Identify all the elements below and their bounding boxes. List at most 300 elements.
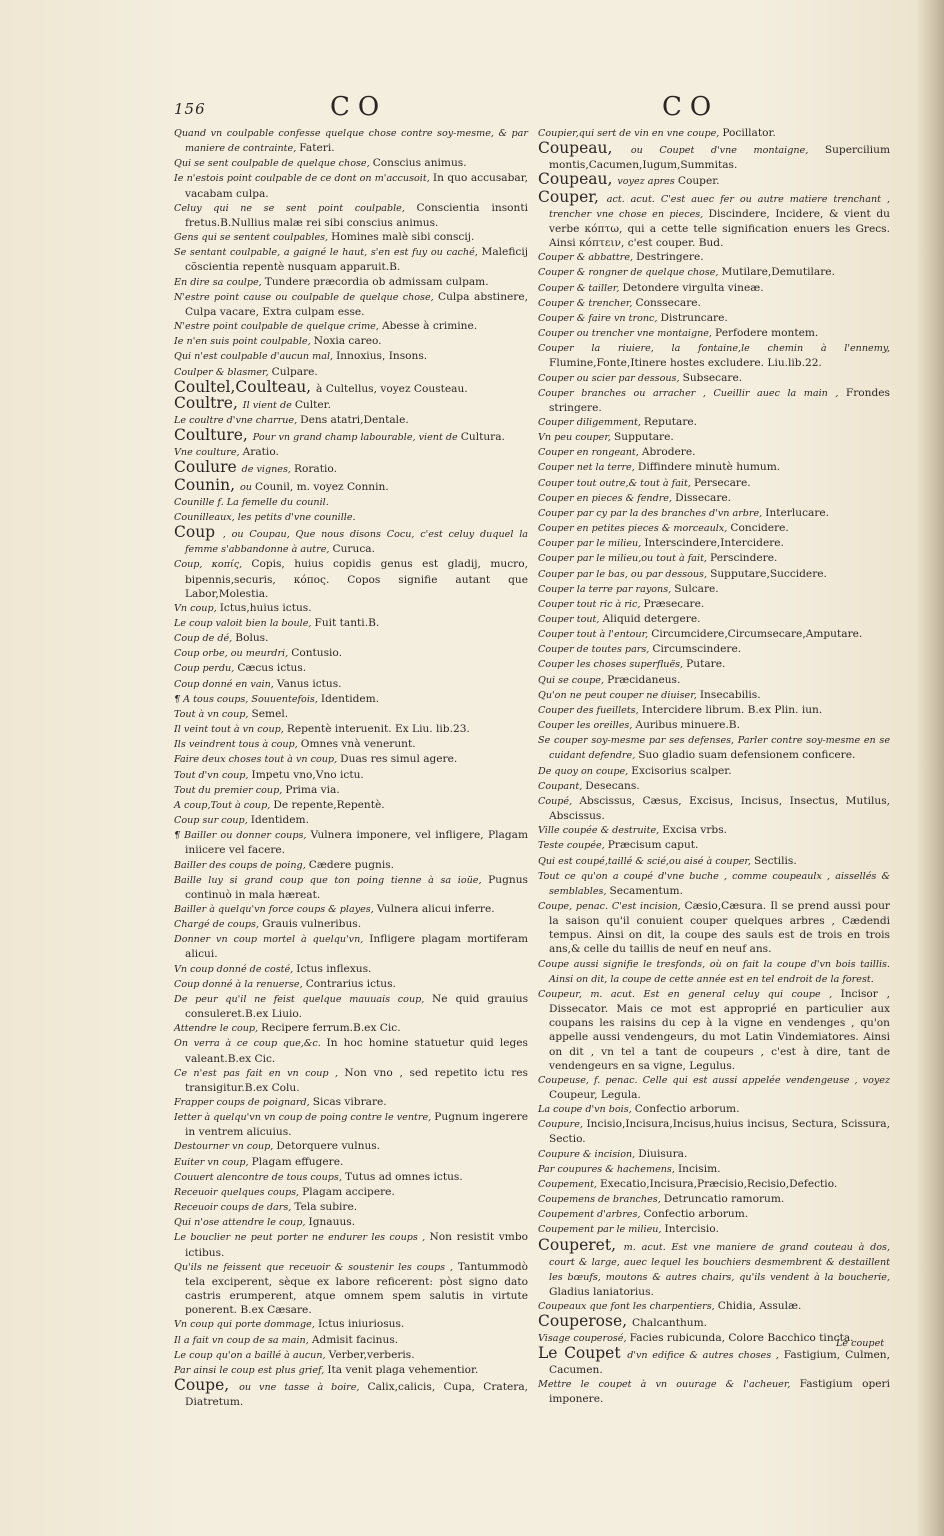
entry-latin: Destringere. (636, 251, 704, 264)
dictionary-entry (174, 349, 528, 364)
entry-latin: Recipere ferrum.B.ex Cic. (261, 1022, 401, 1035)
entry-french: Par ainsi le coup est plus grief, (174, 1364, 328, 1376)
dictionary-entry (538, 1235, 890, 1300)
entry-french: Receuoir coups de dars, (174, 1202, 295, 1214)
entry-french: voyez apres (617, 176, 678, 188)
entry-french: Couper les oreilles, (538, 720, 636, 732)
dictionary-entry (174, 932, 528, 961)
entry-latin: Pugnus continuò in mala hæreat. (185, 873, 528, 901)
entry-french: Le coup qu'on a baillé à aucun, (174, 1349, 329, 1361)
dictionary-entry (538, 718, 890, 733)
entry-french: N'estre point coulpable de quelque crime, (174, 321, 382, 333)
entry-french: Couper ou scier par dessous, (538, 372, 683, 384)
entry-french: Coupe aussi signifie le tresfonds, où on fait la coupe d'vn bois taillis. Ainsi on dit, la coupe de cette année est en tel endroit de la forest. (538, 958, 890, 985)
page-number: 156 (174, 100, 206, 118)
dictionary-entry (174, 475, 528, 495)
dictionary-entry (174, 992, 528, 1021)
dictionary-entry (174, 171, 528, 200)
entry-french: Coupement, (538, 1178, 601, 1190)
dictionary-entry (174, 1110, 528, 1139)
entry-headword: Coupeau, (538, 170, 618, 189)
dictionary-entry (538, 823, 890, 838)
entry-french: Couper tout à l'entour, (538, 629, 652, 641)
entry-french: Couper par le bas, ou par dessous, (538, 568, 711, 580)
entry-french: Coupeaux que font les charpentiers, (538, 1301, 718, 1313)
dictionary-entry (538, 187, 890, 251)
entry-latin: Incisim. (677, 1162, 721, 1175)
dictionary-entry (538, 430, 890, 445)
dictionary-entry (538, 476, 890, 491)
dictionary-entry (538, 582, 890, 597)
entry-latin: Vanus ictus. (276, 677, 342, 690)
entry-latin: In hoc homine statuetur quid leges valeant.B.ex Cic. (185, 1037, 528, 1065)
dictionary-entry (538, 1147, 890, 1162)
entry-french: De quoy on coupe, (538, 765, 632, 777)
entry-latin: Ictus iniuriosus. (317, 1318, 405, 1331)
entry-french: Coup donné à la renuerse, (174, 978, 306, 990)
entry-french: Qui n'ose attendre le coup, (174, 1217, 309, 1229)
dictionary-entry (174, 1139, 528, 1154)
entry-french: Coup donné en vain, (174, 678, 277, 690)
entry-french: Tout d'vn coup, (174, 769, 252, 781)
entry-french: Coupeur, m. acut. Est en general celuy qui coupe , (538, 988, 841, 1000)
dictionary-entry (538, 326, 890, 341)
entry-latin: Verber,verberis. (328, 1348, 415, 1361)
dictionary-entry (538, 1192, 890, 1207)
dictionary-entry (174, 1200, 528, 1215)
entry-latin: Frondes stringere. (549, 386, 890, 414)
entry-french: On verra à ce coup que,&c. (174, 1038, 327, 1050)
entry-french: Vn coup, (174, 602, 220, 614)
entry-latin: Supputare. (613, 431, 674, 444)
entry-latin: Pocillator. (722, 127, 776, 139)
entry-french: Vn coup donné de costé, (174, 963, 297, 975)
dictionary-entry (174, 1317, 528, 1332)
entry-french: Il veint tout à vn coup, (174, 724, 287, 736)
dictionary-entry (538, 567, 890, 582)
dictionary-entry (174, 646, 528, 661)
entry-french: Couper & tailler, (538, 282, 623, 294)
entry-latin: Cædere pugnis. (308, 858, 395, 871)
entry-latin: Identidem. (320, 692, 380, 705)
dictionary-entry (174, 245, 528, 274)
entry-headword: Coulure (174, 458, 242, 477)
entry-french: Coupeuse, f. penac. Celle qui est aussi appelée vendengeuse , voyez (538, 1074, 890, 1086)
entry-latin: Contrarius ictus. (305, 977, 396, 990)
entry-latin: Noxia careo. (313, 335, 382, 348)
entry-french: d'vn edifice & autres choses , (627, 1349, 784, 1361)
dictionary-entry (174, 525, 528, 557)
dictionary-entry (174, 1230, 528, 1259)
dictionary-entry (538, 1117, 890, 1146)
dictionary-entry (538, 1177, 890, 1192)
dictionary-entry (538, 521, 890, 536)
dictionary-entry (174, 722, 528, 737)
dictionary-entry (174, 677, 528, 692)
entry-french: Destourner vn coup, (174, 1141, 277, 1153)
entry-latin: Ne quid grauius consuleret.B.ex Liuio. (185, 992, 529, 1021)
entry-french: Il a fait vn coup de sa main, (174, 1334, 312, 1346)
dictionary-entry (538, 1162, 890, 1177)
entry-latin: Præsecare. (643, 597, 705, 610)
entry-french: de vignes, (241, 464, 295, 476)
entry-french: Coupement d'arbres, (538, 1209, 644, 1221)
entry-french: Vne coulture, (174, 447, 243, 459)
entry-latin: Flumine,Fonte,Itinere hostes excludere. Liu.lib.22. (549, 357, 822, 370)
entry-french: De peur qu'il ne feist quelque mauuais coup, (174, 993, 433, 1005)
entry-headword: Coup (174, 523, 223, 542)
dictionary-entry (174, 1260, 528, 1318)
entry-latin: Interscindere,Intercidere. (644, 537, 784, 550)
entry-french: Se couper soy-mesme par ses defenses, Parler contre soy-mesme en se cuidant defendre, (538, 735, 890, 762)
entry-french: Qu'ils ne feissent que receuoir & soustenir les coups , (174, 1261, 458, 1273)
dictionary-entry (174, 707, 528, 722)
dictionary-entry (174, 1348, 528, 1363)
entry-french: Counille f. La femelle du counil. (174, 496, 329, 508)
entry-french: La coupe d'vn bois, (538, 1104, 635, 1116)
entry-latin: Desecans. (585, 779, 640, 792)
entry-latin: Incisor , Dissecator. Mais ce mot est approprié en particulier aux coupans les raisins du cep à la vigne en vendenges , qu'on appelle aussi vendengeurs, du mot Latin Vindemiatores. Ainsi on dit , vn tel a tant de coupeurs , c'est à dire, tant de vendengeurs en sa vigne, Legulus. (549, 987, 890, 1072)
dictionary-entry (538, 445, 890, 460)
entry-french: Celuy qui ne se sent point coulpable, (174, 202, 417, 214)
entry-latin: Auribus minuere.B. (635, 719, 740, 732)
entry-french: Faire deux choses tout à vn coup, (174, 754, 341, 766)
entry-french: Coulper & blasmer, (174, 366, 272, 378)
entry-french: Coupure, (538, 1119, 587, 1131)
entry-french: Couper & trencher, (538, 297, 636, 309)
dictionary-entry (538, 1207, 890, 1222)
entry-french: Vn coup qui porte dommage, (174, 1319, 318, 1331)
dictionary-entry (174, 601, 528, 616)
running-header (0, 92, 944, 126)
entry-french: Il vient de (242, 399, 295, 411)
entry-headword: Coupe, (174, 1375, 240, 1394)
entry-french: Coup, κοπίς, (174, 559, 252, 571)
entry-latin: Curuca. (332, 543, 375, 556)
entry-latin: Cultura. (460, 431, 505, 444)
entry-latin: Duas res simul agere. (340, 753, 458, 766)
entry-latin: Coupeur, Legula. (549, 1089, 641, 1101)
dictionary-entry (174, 156, 528, 171)
entry-headword: Coultel,Coulteau, (174, 377, 317, 396)
entry-latin: Sectilis. (754, 854, 797, 867)
entry-latin: Conssecare. (635, 296, 701, 309)
entry-latin: Tutus ad omnes ictus. (344, 1170, 463, 1183)
entry-french: Le coup valoit bien la boule, (174, 618, 315, 629)
entry-latin: Non resistit vmbo ictibus. (185, 1231, 528, 1259)
dictionary-entry (538, 386, 890, 415)
entry-latin: Supputare,Succidere. (710, 567, 827, 580)
entry-french: Frapper coups de poignard, (174, 1097, 313, 1108)
entry-french: Baille luy si grand coup que ton poing tienne à sa ioüe, (174, 874, 489, 886)
dictionary-entry (174, 631, 528, 646)
entry-french: Ce n'est pas fait en vn coup , (174, 1067, 345, 1079)
dictionary-entry (538, 1343, 890, 1377)
dictionary-entry (538, 779, 890, 794)
dictionary-entry (174, 661, 528, 676)
entry-latin: Detondere virgulta vineæ. (622, 281, 764, 294)
entry-latin: Conscius animus. (372, 157, 467, 170)
entry-french: , ou Coupau, Que nous disons Cocu, c'est celuy duquel la femme s'abbandonne à autre, (185, 529, 528, 556)
dictionary-entry (174, 275, 528, 290)
entry-headword: Coupeau, (538, 139, 631, 158)
entry-french: Chargé de coups, (174, 919, 263, 931)
dictionary-entry (538, 642, 890, 657)
dictionary-entry (174, 737, 528, 752)
entry-french: Ie n'estois point coulpable de ce dont on m'accusoit, (174, 173, 433, 185)
entry-french: Ietter à quelqu'vn vn coup de poing contre le ventre, (174, 1112, 435, 1124)
dictionary-entry (174, 917, 528, 932)
dictionary-entry (538, 612, 890, 627)
entry-latin: Confectio arborum. (634, 1103, 740, 1116)
entry-latin: Intercisio. (664, 1223, 719, 1236)
entry-french: act. acut. C'est auec fer ou autre matiere trenchant , trencher vne chose en pieces, (549, 193, 890, 220)
dictionary-entry (538, 371, 890, 386)
entry-headword: Coultre, (174, 393, 243, 412)
entry-latin: Maleficij cõscientia repentè nusquam apparuit.B. (185, 246, 528, 274)
dictionary-entry (174, 752, 528, 767)
entry-french: ou (239, 481, 255, 493)
entry-french: En dire sa coulpe, (174, 276, 265, 288)
dictionary-entry (538, 869, 890, 899)
dictionary-entry (174, 1066, 528, 1095)
dictionary-entry (538, 341, 890, 370)
dictionary-entry (538, 627, 890, 642)
entry-latin: Confectio arborum. (643, 1208, 749, 1221)
entry-headword: Le Coupet (538, 1343, 628, 1362)
dictionary-entry (538, 1073, 890, 1102)
entry-latin: Cæsio,Cæsura. Il se prend aussi pour la saison qu'il conuient couper quelques arbres , Cædendi tempus. Ainsi on dit, la coupe des sauls est de trois en trois ans,& celle du taillis de neuf en neuf ans. (549, 899, 890, 956)
dictionary-entry (174, 495, 528, 510)
entry-french: Receuoir quelques coups, (174, 1186, 303, 1198)
dictionary-entry (174, 1185, 528, 1200)
entry-latin: In quo accusabar, vacabam culpa. (185, 172, 528, 200)
entry-french: Couper tout, (538, 614, 603, 625)
entry-latin: Detruncatio ramorum. (663, 1193, 785, 1206)
dictionary-entry (174, 201, 528, 230)
entry-latin: Discindere, Incidere, & vient du verbe κόπτω, qui a cette telle signification enuers les Grecs. Ainsi κόπτειν, c'est couper. Bud. (549, 207, 890, 250)
entry-headword: Couperose, (538, 1312, 632, 1331)
right-running-head: CO (662, 92, 720, 122)
entry-latin: Chidia, Assulæ. (717, 1300, 802, 1313)
entry-french: Coupier,qui sert de vin en vne coupe, (538, 128, 723, 139)
entry-french: Vn peu couper, (538, 432, 614, 444)
right-column (538, 126, 890, 1406)
dictionary-entry (538, 250, 890, 265)
entry-latin: Ictus,huius ictus. (219, 601, 312, 614)
entry-latin: Mutilare,Demutilare. (721, 266, 835, 279)
entry-french: Coupement par le milieu, (538, 1224, 665, 1236)
entry-french: Qui se coupe, (538, 674, 608, 686)
entry-latin: Dens atatri,Dentale. (300, 413, 409, 426)
dictionary-entry (538, 703, 890, 718)
dictionary-entry (174, 319, 528, 334)
entry-french: Qui n'est coulpable d'aucun mal, (174, 351, 337, 363)
entry-latin: Fuit tanti.B. (314, 617, 380, 629)
dictionary-entry (174, 510, 528, 525)
dictionary-entry (538, 460, 890, 475)
entry-french: Counilleaux, les petits d'vne counille. (174, 511, 356, 523)
entry-latin: Vulnera imponere, vel infligere, Plagam iniicere vel facere. (185, 829, 528, 857)
entry-french: ¶ Bailler ou donner coups, (174, 830, 311, 842)
dictionary-entry (538, 536, 890, 551)
dictionary-entry (174, 902, 528, 917)
entry-french: Tout à vn coup, (174, 708, 252, 720)
entry-latin: Tela subire. (294, 1201, 358, 1214)
entry-french: Par coupures & hachemens, (538, 1163, 678, 1175)
entry-french: Quand vn coulpable confesse quelque chose contre soy-mesme, & par maniere de contrainte, (174, 128, 528, 155)
dictionary-entry (174, 290, 528, 319)
dictionary-entry (174, 1155, 528, 1170)
entry-latin: Admisit facinus. (311, 1333, 399, 1346)
entry-french: Coupé, (538, 795, 580, 807)
entry-latin: Abscissus, Cæsus, Excisus, Incisus, Insectus, Mutilus, Abscissus. (549, 794, 890, 823)
entry-french: Qui est coupé,taillé & scié,ou aisé à couper, (538, 855, 755, 867)
entry-latin: Repentè interuenit. Ex Liu. lib.23. (286, 723, 470, 736)
entry-latin: Secamentum. (609, 884, 683, 897)
dictionary-entry (538, 764, 890, 779)
entry-latin: Cæcus ictus. (237, 662, 307, 675)
dictionary-entry (174, 768, 528, 783)
entry-latin: Persecare. (693, 476, 751, 489)
entry-french: Couper la riuiere, la fontaine,le chemin à l'ennemy, (538, 343, 890, 355)
entry-latin: Culter. (294, 398, 331, 411)
entry-french: Couper branches ou arracher , Cueillir auec la main , (538, 387, 846, 399)
entry-latin: Plagam effugere. (251, 1155, 344, 1168)
entry-latin: Plagam accipere. (302, 1185, 395, 1198)
dictionary-entry (538, 733, 890, 763)
entry-latin: Detorquere vulnus. (276, 1140, 381, 1153)
dictionary-entry (174, 230, 528, 245)
entry-french: Coup sur coup, (174, 815, 251, 827)
entry-latin: Omnes vnà venerunt. (300, 738, 416, 751)
entry-french: Couper diligemment, (538, 416, 644, 428)
dictionary-entry (174, 393, 528, 413)
entry-latin: Roratio. (294, 463, 337, 476)
entry-latin: Chalcanthum. (632, 1317, 708, 1330)
entry-french: Coup perdu, (174, 663, 238, 675)
entry-french: Qui se sent coulpable de quelque chose, (174, 158, 373, 170)
entry-french: Couper par le milieu, (538, 538, 645, 550)
entry-french: Le bouclier ne peut porter ne endurer les coups , (174, 1232, 430, 1244)
entry-latin: Aliquid detergere. (602, 613, 701, 625)
entry-french: Donner vn coup mortel à quelqu'vn, (174, 934, 370, 946)
entry-latin: Fateri. (299, 142, 335, 155)
entry-latin: Supercilium montis,Cacumen,Iugum,Summitas. (549, 144, 890, 172)
dictionary-entry (174, 798, 528, 813)
entry-french: Couper tout ric à ric, (538, 598, 644, 610)
dictionary-entry (174, 1036, 528, 1065)
entry-french: Attendre le coup, (174, 1023, 262, 1035)
entry-latin: Sicas vibrare. (312, 1096, 387, 1108)
entry-latin: Reputare. (643, 415, 698, 428)
left-running-head: CO (330, 92, 388, 122)
entry-french: Couper tout outre,& tout à fait, (538, 477, 694, 489)
left-column (174, 126, 528, 1409)
entry-latin: Contusio. (291, 647, 342, 660)
entry-latin: Circumscindere. (652, 643, 742, 656)
entry-latin: Subsecare. (682, 371, 743, 384)
entry-french: Pour vn grand champ labourable, vient de (252, 432, 461, 444)
dictionary-entry (174, 1170, 528, 1185)
dictionary-entry (538, 838, 890, 853)
entry-latin: Vulnera alicui inferre. (376, 902, 495, 915)
dictionary-entry (538, 854, 890, 869)
entry-latin: Incisio,Incisura,Incisus,huius incisus, Sectura, Scissura, Sectio. (549, 1118, 890, 1146)
entry-french: Mettre le coupet à vn ouurage & l'acheuer, (538, 1378, 800, 1390)
dictionary-entry (174, 873, 528, 902)
entry-latin: Bolus. (235, 632, 269, 645)
dictionary-entry (538, 688, 890, 703)
entry-french: Couper & abbattre, (538, 252, 637, 264)
entry-latin: Distruncare. (660, 311, 728, 324)
entry-french: Couper des fueillets, (538, 704, 642, 716)
entry-latin: Tundere præcordia ob admissam culpam. (264, 275, 489, 288)
entry-headword: Coulture, (174, 426, 253, 445)
entry-latin: Intercidere librum. B.ex Plin. iun. (641, 703, 823, 716)
dictionary-entry (538, 141, 890, 172)
entry-latin: Identidem. (250, 814, 309, 827)
dictionary-entry (538, 987, 890, 1073)
entry-french: Teste coupée, (538, 840, 608, 852)
entry-latin: Dissecare. (675, 491, 732, 504)
dictionary-entry (538, 899, 890, 957)
dictionary-entry (174, 1375, 528, 1409)
dictionary-entry (538, 1314, 890, 1330)
entry-latin: Diuisura. (638, 1147, 688, 1160)
entry-latin: Perscindere. (710, 552, 778, 565)
entry-french: Coupant, (538, 780, 586, 792)
dictionary-entry (174, 962, 528, 977)
entry-latin: Culpa abstinere, Culpa vacare, Extra culpam esse. (185, 290, 528, 318)
entry-latin: Conscientia insonti fretus.B.Nullius malæ rei sibi conscius animus. (185, 201, 528, 229)
dictionary-entry (174, 858, 528, 873)
entry-latin: Concidere. (730, 522, 789, 535)
entry-french: Visage couperosé, (538, 1332, 630, 1344)
dictionary-entry (538, 491, 890, 506)
entry-latin: Grauis vulneribus. (262, 918, 362, 931)
dictionary-entry (174, 813, 528, 828)
entry-latin: Culpare. (271, 365, 318, 378)
entry-french: Ville coupée & destruite, (538, 825, 663, 837)
dictionary-entry (538, 657, 890, 672)
entry-french: m. acut. Est vne maniere de grand couteau à dos, court & large, auec lequel les bouchiers desmembrent & destaillent les bœufs, moutons & autres chairs, qu'ils vendent à la boucherie, (549, 1241, 890, 1283)
dictionary-entry (174, 1215, 528, 1230)
dictionary-entry (174, 692, 528, 707)
dictionary-entry (174, 828, 528, 857)
entry-latin: Homines malè sibi conscij. (331, 231, 475, 244)
page-edge-shadow (918, 0, 944, 1536)
dictionary-entry (538, 281, 890, 296)
entry-french: Couuert alencontre de tous coups, (174, 1171, 345, 1183)
entry-french: Couper par le milieu,ou tout à fait, (538, 553, 711, 565)
entry-french: Qu'on ne peut couper ne diuiser, (538, 689, 700, 701)
dictionary-entry (174, 126, 528, 156)
dictionary-entry (174, 783, 528, 798)
entry-french: Couper & faire vn tronc, (538, 312, 661, 324)
catchword: Le coupet (836, 1338, 885, 1349)
entry-latin: Insecabilis. (699, 688, 761, 701)
dictionary-entry (174, 977, 528, 992)
dictionary-entry (174, 1333, 528, 1348)
entry-latin: Sulcare. (674, 582, 719, 595)
entry-french: Euiter vn coup, (174, 1156, 252, 1168)
dictionary-entry (538, 673, 890, 688)
dictionary-entry (174, 557, 528, 600)
entry-french: Le coultre d'vne charrue, (174, 414, 301, 426)
dictionary-entry (538, 794, 890, 823)
entry-french: N'estre point cause ou coulpable de quelque chose, (174, 291, 438, 303)
